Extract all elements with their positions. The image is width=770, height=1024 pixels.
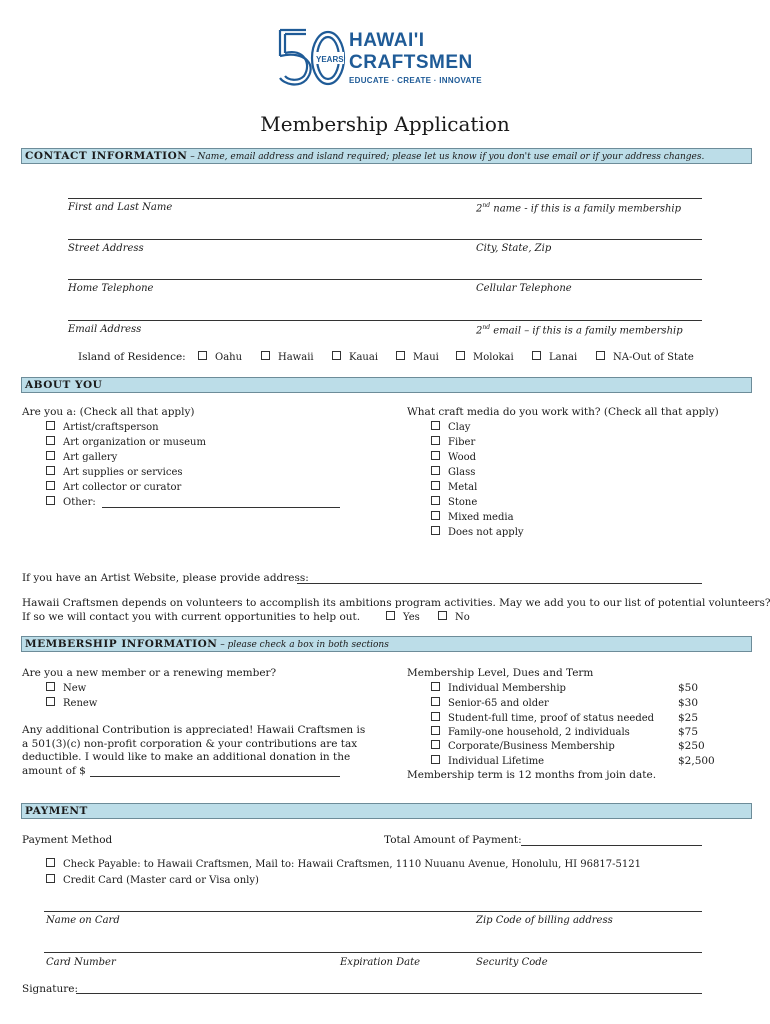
level-lifetime-checkbox[interactable]: Individual Lifetime [431,755,544,767]
credit-card-payment-checkbox[interactable]: Credit Card (Master card or Visa only) [46,874,259,886]
volunteer-text-line2: If so we will contact you with current opportunities to help out. [22,611,361,623]
level-family-checkbox[interactable]: Family-one household, 2 individuals [431,726,630,738]
contact-section-header [21,148,752,164]
island-option-kauai[interactable]: Kauai [332,351,378,363]
island-of-residence-label: Island of Residence: [78,351,186,363]
new-member-checkbox[interactable]: New [46,682,86,694]
signature-input-line[interactable] [76,993,702,994]
membership-level-label: Membership Level, Dues and Term [407,667,594,679]
name-line[interactable] [68,198,702,199]
volunteer-text-line1: Hawaii Craftsmen depends on volunteers to accomplish its ambitions program activities. May we add you to our list of potential volunteers? [22,597,770,609]
card-number-label: Card Number [46,957,116,968]
cellular-telephone-label: Cellular Telephone [476,283,572,294]
total-amount-input-line[interactable] [521,845,702,846]
phone-line[interactable] [68,279,702,280]
home-telephone-label: Home Telephone [68,283,154,294]
island-option-lanai[interactable]: Lanai [532,351,577,363]
media-option-mixed-media[interactable]: Mixed media [431,511,514,523]
contact-header-note: – Name, email address and island required; please let us know if you don't use email or if your address changes. [187,152,705,162]
donation-amount-input-line[interactable] [90,776,340,777]
card-number-line[interactable] [44,952,702,953]
are-you-option-art-organization[interactable]: Art organization or museum [46,436,206,448]
logo-tagline: EDUCATE · CREATE · INNOVATE [349,76,482,85]
membership-section-header: MEMBERSHIP INFORMATION – please check a box in both sections [21,636,752,652]
name-on-card-label: Name on Card [46,915,120,926]
are-you-option-art-collector[interactable]: Art collector or curator [46,481,181,493]
logo-name-line1: HAWAI'I [349,30,425,51]
address-line[interactable] [68,239,702,240]
card-name-line[interactable] [44,911,702,912]
contribution-text-4: amount of $ [22,765,86,777]
about-section-header: ABOUT YOU [21,377,752,393]
level-corporate-price: $250 [678,740,705,752]
island-option-na-out-of-state[interactable]: NA-Out of State [596,351,694,363]
contribution-text-3: deductible. I would like to make an additional donation in the [22,751,351,763]
artist-website-input-line[interactable] [297,583,702,584]
logo-name-line2: CRAFTSMEN [349,52,473,73]
expiration-date-label: Expiration Date [340,957,421,968]
street-address-label: Street Address [68,243,144,254]
are-you-label: Are you a: (Check all that apply) [22,406,195,418]
craft-media-label: What craft media do you work with? (Check all that apply) [407,406,719,418]
billing-zip-label: Zip Code of billing address [476,915,613,926]
other-input-line[interactable] [102,507,340,508]
artist-website-label: If you have an Artist Website, please provide address: [22,572,309,584]
contact-header-title: CONTACT INFORMATION [25,150,188,162]
media-option-clay[interactable]: Clay [431,421,470,433]
second-name-label: 2nd name - if this is a family membership [476,202,682,215]
contribution-text-1: Any additional Contribution is appreciated! Hawaii Craftsmen is [22,724,366,736]
logo-years-text: YEARS [316,55,344,64]
email-line[interactable] [68,320,702,321]
security-code-label: Security Code [476,957,548,968]
level-lifetime-price: $2,500 [678,755,715,767]
are-you-option-art-supplies[interactable]: Art supplies or services [46,466,183,478]
email-address-label: Email Address [68,324,142,335]
are-you-option-other[interactable]: Other: [46,496,96,508]
level-individual-checkbox[interactable]: Individual Membership [431,682,566,694]
first-last-name-label: First and Last Name [68,202,173,213]
media-option-fiber[interactable]: Fiber [431,436,475,448]
island-option-hawaii[interactable]: Hawaii [261,351,314,363]
level-student-checkbox[interactable]: Student-full time, proof of status needed [431,712,654,724]
page-title: Membership Application [260,112,510,136]
level-senior-price: $30 [678,697,699,709]
media-option-stone[interactable]: Stone [431,496,477,508]
island-option-maui[interactable]: Maui [396,351,439,363]
are-you-option-artist[interactable]: Artist/craftsperson [46,421,159,433]
signature-label: Signature: [22,983,79,995]
payment-method-label: Payment Method [22,834,113,846]
check-payment-checkbox[interactable]: Check Payable: to Hawaii Craftsmen, Mail to: Hawaii Craftsmen, 1110 Nuuanu Avenue, Honolulu, HI 96817-5121 [46,858,641,870]
contribution-text-2: a 501(3)(c) non-profit corporation & your contributions are tax [22,738,358,750]
are-you-option-art-gallery[interactable]: Art gallery [46,451,117,463]
membership-term-note: Membership term is 12 months from join date. [407,769,657,781]
second-email-label: 2nd email – if this is a family membership [476,324,683,337]
island-option-oahu[interactable]: Oahu [198,351,242,363]
level-student-price: $25 [678,712,699,724]
level-corporate-checkbox[interactable]: Corporate/Business Membership [431,740,615,752]
renew-member-checkbox[interactable]: Renew [46,697,97,709]
media-option-metal[interactable]: Metal [431,481,477,493]
island-option-molokai[interactable]: Molokai [456,351,514,363]
media-option-wood[interactable]: Wood [431,451,476,463]
payment-section-header: PAYMENT [21,803,752,819]
level-senior-checkbox[interactable]: Senior-65 and older [431,697,549,709]
total-amount-label: Total Amount of Payment: [384,834,522,846]
city-state-zip-label: City, State, Zip [476,243,552,254]
new-or-renew-label: Are you a new member or a renewing member? [22,667,277,679]
level-family-price: $75 [678,726,699,738]
level-individual-price: $50 [678,682,699,694]
volunteer-no-checkbox[interactable]: No [438,611,470,623]
media-option-glass[interactable]: Glass [431,466,475,478]
media-option-does-not-apply[interactable]: Does not apply [431,526,524,538]
volunteer-yes-checkbox[interactable]: Yes [386,611,420,623]
